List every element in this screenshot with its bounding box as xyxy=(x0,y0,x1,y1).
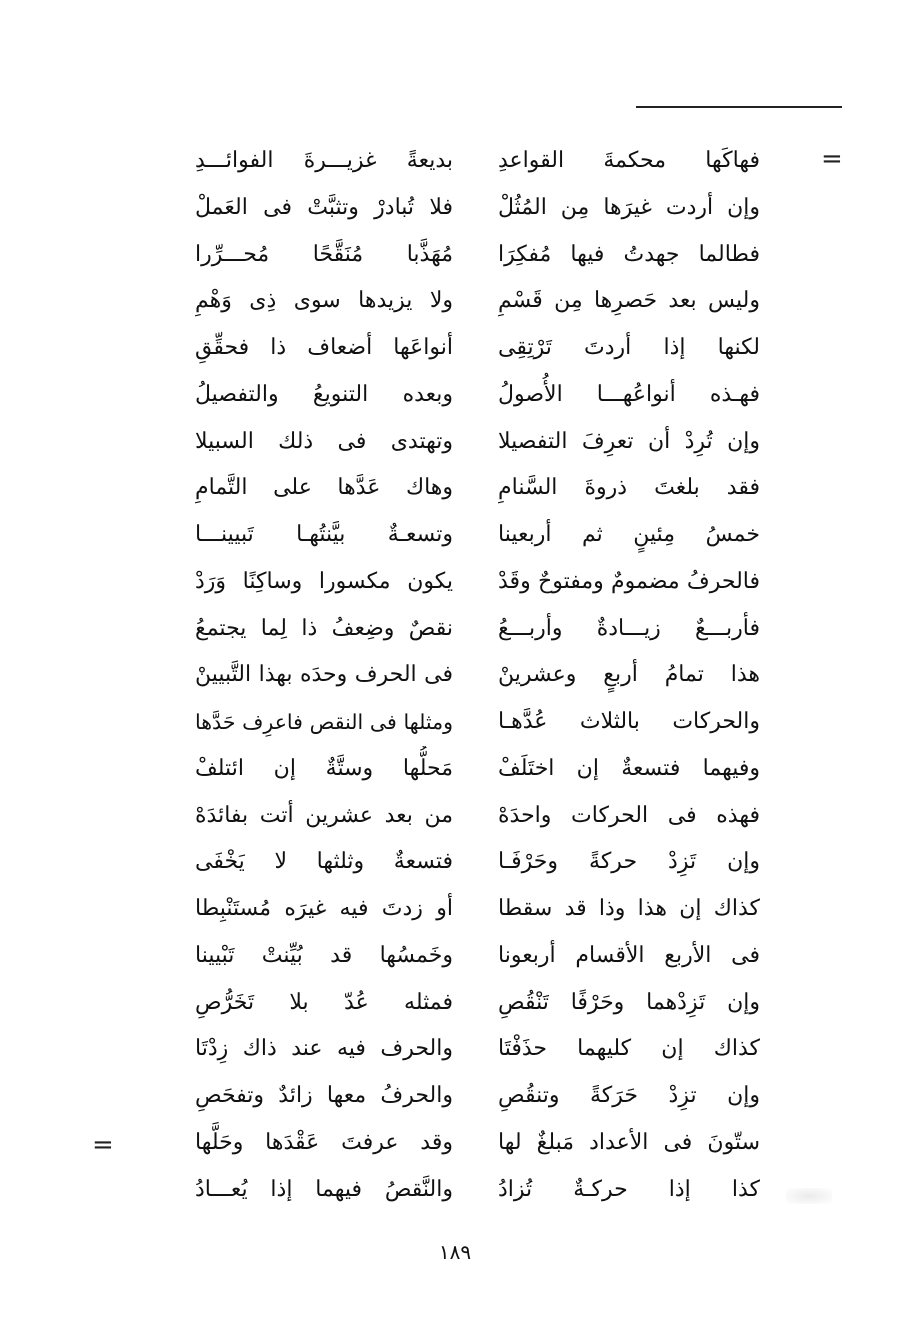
left-hemistich: أنواعَها أضعاف ذا فحقِّقِ xyxy=(195,335,453,360)
page-number: ١٨٩ xyxy=(438,1240,472,1264)
left-hemistich: وبعده التنويعُ والتفصيلُ xyxy=(195,381,453,407)
right-hemistich: خمسُ مِئينٍ ثم أربعينا xyxy=(498,522,760,547)
left-hemistich: والحرفُ معها زائدٌ وتفحَصِ xyxy=(195,1083,453,1108)
right-hemistich-column xyxy=(498,138,760,1213)
left-hemistich: وهاك عَدَّها على التَّمامِ xyxy=(195,475,453,501)
left-hemistich: بديعةً غزيـــرةَ الفوائـــدِ xyxy=(195,148,453,173)
left-hemistich: فتسعةٌ وثلثها لا يَخْفَى xyxy=(195,849,453,875)
right-hemistich: وإن تزِدْ حَرَكةً وتنقُصِ xyxy=(498,1083,760,1108)
left-hemistich: فلا تُبادرْ وتثبَّتْ فى العَملْ xyxy=(195,194,453,220)
right-hemistich: فهـذه أنواعُهـــا الأُصولُ xyxy=(498,381,760,407)
top-rule xyxy=(636,106,842,108)
right-hemistich: والحركات بالثلاث عُدَّهـا xyxy=(498,709,760,734)
left-hemistich: مُهَذَّبا مُنَقَّحًا مُحـــرِّرا xyxy=(195,241,453,267)
right-hemistich: وإن تَزِدْ حركةً وحَرْفَـا xyxy=(498,849,760,875)
right-hemistich: فالحرفُ مضمومٌ ومفتوحٌ وقَدْ xyxy=(498,568,760,594)
left-hemistich: نقصٌ وضِعفُ ذا لِما يجتمعُ xyxy=(195,615,453,641)
right-hemistich: وإن أردت غيرَها مِن المُثُلْ xyxy=(498,194,760,220)
left-hemistich: أو زدتَ فيه غيرَه مُستَنْبِطا xyxy=(195,896,453,921)
right-hemistich: كذا إذا حركـةٌ تُزادُ xyxy=(498,1176,760,1202)
right-hemistich: ستّونَ فى الأعداد مَبلغٌ لها xyxy=(498,1129,760,1155)
left-hemistich: من بعد عشرين أتت بفائدَهْ xyxy=(195,802,453,828)
left-hemistich: ولا يزيدها سوى ذِى وَهْمِ xyxy=(195,288,453,314)
left-hemistich: فى الحرف وحدَه بهذا التَّبيينْ xyxy=(195,662,453,688)
left-hemistich-column xyxy=(195,138,453,1213)
margin-mark-top: = xyxy=(821,144,843,174)
right-hemistich: وليس بعد حَصرِها مِن قَسْمِ xyxy=(498,288,760,314)
margin-mark-bottom: = xyxy=(92,1130,114,1160)
right-hemistich: وفيهما فتسعةٌ إن اختَلَفْ xyxy=(498,755,760,781)
left-hemistich: يكون مكسورا وساكِنًا وَرَدْ xyxy=(195,568,453,594)
right-hemistich: فطالما جهدتُ فيها مُفكِرَا xyxy=(498,241,760,267)
left-hemistich: والحرف فيه عند ذاك زِدْتَا xyxy=(195,1036,453,1062)
right-hemistich: فهاكَها محكمةَ القواعدِ xyxy=(498,148,760,173)
right-hemistich: كذاك إن هذا وذا قد سقطا xyxy=(498,896,760,921)
right-hemistich: هذا تمامُ أربعٍ وعشرينْ xyxy=(498,662,760,688)
right-hemistich: وإن تَزِدْهما وحَرْفًا تَنْقُصِ xyxy=(498,989,760,1015)
left-hemistich: وتسعـةٌ بيَّنتُهـا تَبيينـــا xyxy=(195,522,453,547)
right-hemistich: فى الأربع الأقسام أربعونا xyxy=(498,942,760,968)
left-hemistich: ومثلها فى النقص فاعرِف حَدَّها xyxy=(195,710,453,734)
left-hemistich: وتهتدى فى ذلك السبيلا xyxy=(195,428,453,454)
right-hemistich: لكنها إذا أردتَ تَرْتِقِى xyxy=(498,335,760,360)
right-hemistich: فهذه فى الحركات واحدَهْ xyxy=(498,802,760,828)
left-hemistich: فمثله عُدّ بلا تَخَرُّصِ xyxy=(195,989,453,1015)
left-hemistich: وخَمسُها قد بُيِّنتْ تَبْيينا xyxy=(195,942,453,968)
right-hemistich: كذاك إن كليهما حذَفْتَا xyxy=(498,1036,760,1062)
right-hemistich: فأربـــعٌ زيـــادةٌ وأربـــعُ xyxy=(498,615,760,641)
left-hemistich: مَحلُّها وستَّةٌ إن ائتلفْ xyxy=(195,755,453,781)
scan-smudge xyxy=(786,1188,832,1204)
left-hemistich: والنَّقصُ فيهما إذا يُعـــادُ xyxy=(195,1176,453,1202)
right-hemistich: وإن تُرِدْ أن تعرِفَ التفصيلا xyxy=(498,428,760,454)
left-hemistich: وقد عرفتَ عَقْدَها وحَلَّها xyxy=(195,1129,453,1155)
right-hemistich: فقد بلغتَ ذروةَ السَّنامِ xyxy=(498,475,760,501)
